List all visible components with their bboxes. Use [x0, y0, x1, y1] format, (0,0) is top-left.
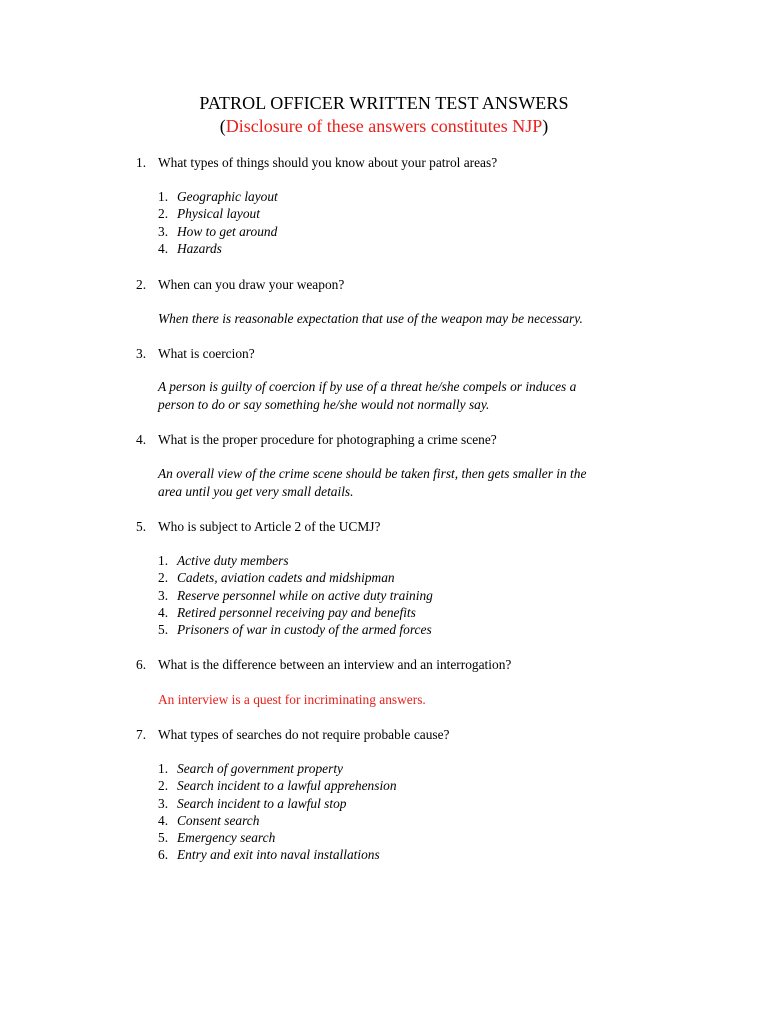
answer-line: area until you get very small details.: [158, 483, 354, 499]
page-subtitle: [0, 115, 768, 137]
page-title: PATROL OFFICER WRITTEN TEST ANSWERS: [199, 93, 569, 113]
question-text: What types of things should you know about your patrol areas?: [158, 155, 498, 170]
answer-list-7: [158, 760, 397, 864]
answer-line: person to do or say something he/she would not normally say.: [158, 396, 490, 412]
list-item: 6. Entry and exit into naval installations: [158, 847, 380, 863]
question-text: Who is subject to Article 2 of the UCMJ?: [158, 519, 381, 534]
question-5: [136, 518, 380, 535]
list-item: 2. Cadets, aviation cadets and midshipman: [158, 570, 395, 586]
question-2: [136, 276, 344, 293]
question-number: 1.: [136, 155, 147, 170]
answer-4: [158, 465, 658, 500]
question-text: When can you draw your weapon?: [158, 277, 345, 292]
question-number: 5.: [136, 519, 147, 534]
question-number: 6.: [136, 657, 147, 672]
answer-6: An interview is a quest for incriminating answers.: [158, 692, 426, 707]
answer-list-1: [158, 188, 278, 257]
list-item: 2. Physical layout: [158, 206, 260, 222]
answer-2: When there is reasonable expectation that use of the weapon may be necessary.: [158, 311, 583, 326]
question-4: [136, 431, 497, 448]
list-item: 2. Search incident to a lawful apprehension: [158, 778, 397, 794]
question-number: 4.: [136, 432, 147, 447]
question-number: 3.: [136, 346, 147, 361]
answer-line: An overall view of the crime scene should be taken first, then gets smaller in the: [158, 466, 587, 481]
list-item: 3. How to get around: [158, 223, 278, 239]
subtitle-paren-open: (: [219, 116, 226, 136]
subtitle-paren-close: ): [542, 116, 549, 136]
question-6: [136, 656, 511, 673]
list-item: 1. Active duty members: [158, 553, 289, 568]
question-1: [136, 154, 497, 171]
answer-3: [158, 378, 658, 413]
list-item: 4. Hazards: [158, 240, 222, 256]
subtitle-warning: Disclosure of these answers constitutes NJP: [225, 116, 543, 136]
answer-line: A person is guilty of coercion if by use of a threat he/she compels or induces a: [158, 379, 577, 394]
answer-list-5: [158, 552, 433, 638]
list-item: 1. Geographic layout: [158, 189, 278, 204]
question-text: What is the proper procedure for photographing a crime scene?: [158, 432, 497, 447]
question-number: 7.: [136, 727, 147, 742]
list-item: 5. Emergency search: [158, 830, 276, 846]
title-block: [0, 92, 768, 137]
question-text: What is the difference between an interview and an interrogation?: [158, 657, 512, 672]
question-7: [136, 726, 450, 743]
question-text: What is coercion?: [158, 346, 255, 361]
list-item: 5. Prisoners of war in custody of the armed forces: [158, 622, 432, 638]
list-item: 3. Reserve personnel while on active duty training: [158, 587, 433, 603]
question-text: What types of searches do not require probable cause?: [158, 727, 450, 742]
question-number: 2.: [136, 277, 147, 292]
list-item: 4. Consent search: [158, 812, 260, 828]
list-item: 4. Retired personnel receiving pay and benefits: [158, 604, 416, 620]
list-item: 1. Search of government property: [158, 761, 343, 776]
list-item: 3. Search incident to a lawful stop: [158, 795, 347, 811]
question-3: [136, 345, 255, 362]
